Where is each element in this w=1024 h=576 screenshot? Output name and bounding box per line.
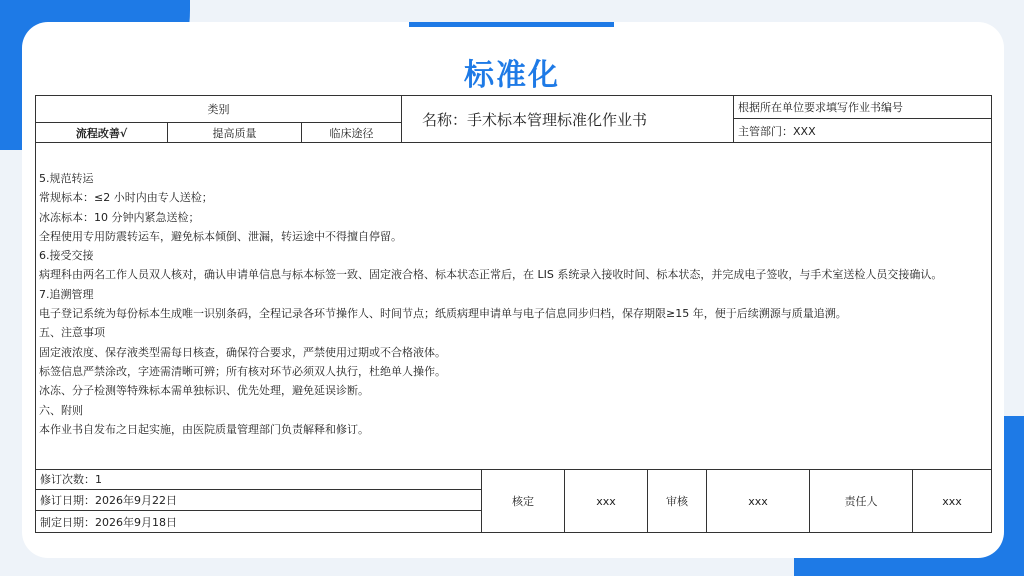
review-label: 审核	[648, 469, 707, 533]
body-line: 常规标本：≤2 小时内由专人送检；	[39, 191, 213, 205]
document-number-note: 根据所在单位要求填写作业书编号	[734, 96, 991, 119]
body-line: 本作业书自发布之日起实施，由医院质量管理部门负责解释和修订。	[39, 422, 369, 436]
created-date: 制定日期：2026年9月18日	[36, 511, 482, 533]
body-line: 电子登记系统为每份标本生成唯一识别条码，全程记录各环节操作人、时间节点；纸质病理申请单与电子信息同步归档，保存期限≥15 年，便于后续溯源与质量追溯。	[39, 307, 847, 321]
category-quality: 提高质量	[168, 123, 302, 142]
title-accent-bar	[409, 22, 614, 27]
sop-form	[35, 95, 992, 533]
body-line: 冰冻、分子检测等特殊标本需单独标识、优先处理，避免延误诊断。	[39, 384, 369, 398]
body-line: 病理科由两名工作人员双人核对，确认申请单信息与标本标签一致、固定液合格、标本状态正常后，在 LIS 系统录入接收时间、标本状态，并完成电子签收，与手术室送检人员交接确认。	[39, 268, 943, 282]
body-line: 7.追溯管理	[39, 287, 94, 301]
body-line: 冰冻标本：10 分钟内紧急送检；	[39, 210, 200, 224]
revision-date: 修订日期：2026年9月22日	[36, 490, 482, 511]
sop-body	[39, 169, 991, 439]
body-line: 六、附则	[39, 403, 83, 417]
revision-count: 修订次数：1	[36, 469, 482, 490]
header-divider	[36, 142, 991, 143]
review-value: xxx	[707, 469, 810, 533]
category-clinical: 临床途径	[302, 123, 402, 142]
approve-label: 核定	[482, 469, 565, 533]
category-process: 流程改善√	[36, 123, 168, 142]
document-name: 名称：手术标本管理标准化作业书	[402, 96, 734, 142]
category-label: 类别	[36, 96, 402, 123]
body-line: 5.规范转运	[39, 172, 94, 185]
body-line: 全程使用专用防震转运车，避免标本倾倒、泄漏，转运途中不得擅自停留。	[39, 229, 402, 243]
body-line: 五、注意事项	[39, 326, 105, 340]
owner-value: xxx	[942, 494, 962, 508]
body-line: 标签信息严禁涂改，字迹需清晰可辨；所有核对环节必须双人执行，杜绝单人操作。	[39, 364, 446, 378]
owner-label: 责任人	[810, 469, 913, 533]
approve-value: xxx	[565, 469, 648, 533]
body-line: 6.接受交接	[39, 249, 94, 263]
page-title: 标准化	[464, 58, 560, 93]
body-line: 固定液浓度、保存液类型需每日核查，确保符合要求，严禁使用过期或不合格液体。	[39, 345, 446, 359]
managing-department: 主管部门：XXX	[738, 124, 816, 138]
